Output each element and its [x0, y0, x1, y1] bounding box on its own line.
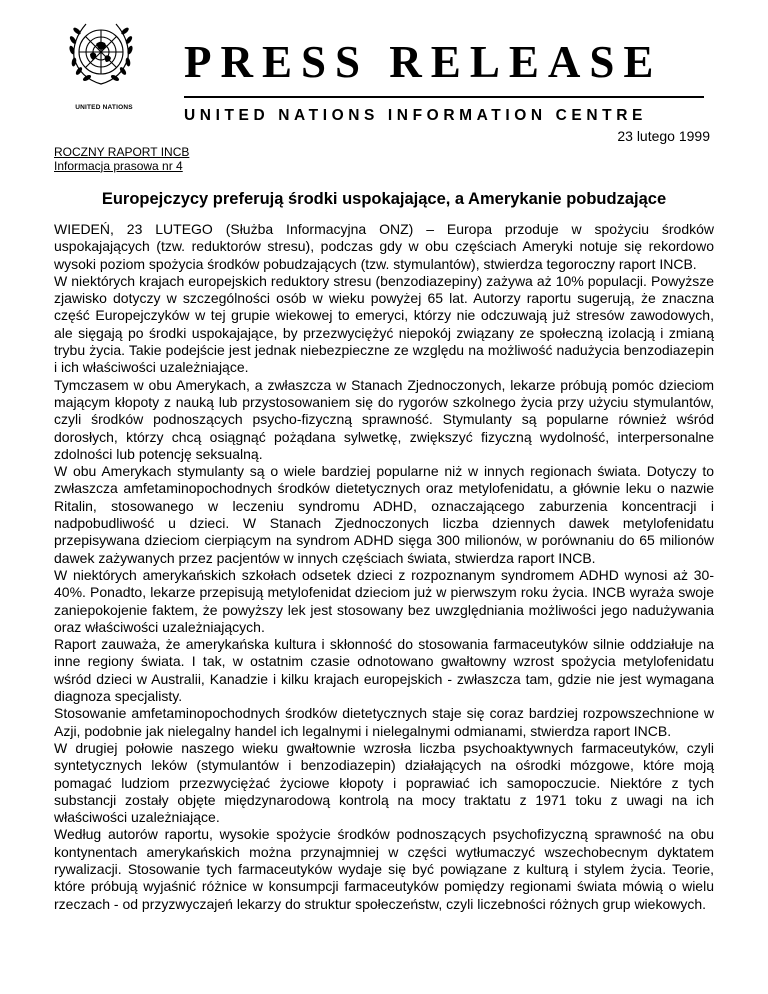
- paragraph: WIEDEŃ, 23 LUTEGO (Służba Informacyjna ONZ) – Europa przoduje w spożyciu środków uspokajających (tzw. reduktorów stresu), podczas gdy w obu częściach Ameryki notuje się rekordowo wysoki poziom spożycia środków pobudzających (tzw. stymulantów), stwierdza tegoroczny raport INCB.: [54, 221, 714, 272]
- paragraph: W obu Amerykach stymulanty są o wiele bardziej popularne niż w innych regionach świata. Dotyczy to zwłaszcza amfetaminopochodnych środków dietetycznych oraz metylofenidatu, a głównie leku o nazwie Ritalin, stosowanego w leczeniu syndromu ADHD, oznaczającego zaburzenia koncentracji i nadpobudliwość u dzieci. W Stanach Zjednoczonych liczba dziennych dawek metylofenidatu przepisywana dzieciom cierpiącym na syndrom ADHD sięga 300 milionów, w porównaniu do 65 milionów dawek zażywanych przez pacjentów w innych częściach świata, stwierdza raport INCB.: [54, 463, 714, 566]
- paragraph: Tymczasem w obu Amerykach, a zwłaszcza w Stanach Zjednoczonych, lekarze próbują pomóc dzieciom mającym kłopoty z nauką lub przystosowaniem się do rygorów szkolnego życia przy użyciu stymulantów, czyli środków podnoszących psycho-fizyczną sprawność. Stymulanty są popularne również wśród dorosłych, którzy chcą osiągnąć pożądana sylwetkę, zwiększyć fizyczną wydolność, interpersonalne zdolności lub potencję seksualną.: [54, 376, 714, 462]
- un-logo-caption: UNITED NATIONS: [75, 104, 133, 111]
- un-emblem: [60, 14, 142, 111]
- title-rule: [184, 96, 704, 98]
- paragraph: Według autorów raportu, wysokie spożycie środków podnoszących psychofizyczną sprawność na obu kontynentach amerykańskich można przynajmniej w części wytłumaczyć wszechobecnym dyktatem rywalizacji. Stosowanie tych farmaceutyków wydaje się być powiązane z kulturą i stylem życia. Teorie, które próbują wyjaśnić różnice w konsumpcji farmaceutyków pomiędzy regionami świata mówią o wielu rzeczach - od przyzwyczajeń lekarzy do struktur społeczeństw, czyli liczebności różnych grup wiekowych.: [54, 826, 714, 912]
- paragraph: W niektórych krajach europejskich reduktory stresu (benzodiazepiny) zażywa aż 10% populacji. Powyższe zjawisko dotyczy w szczególności osób w wieku powyżej 65 lat. Autorzy raportu sugerują, że znaczna część Europejczyków w tej grupie wiekowej to emeryci, którzy nie odczuwają już stresów zawodowych, ale sięgają po środki uspokajające, by przezwyciężyć niepokój związany ze społeczną izolacją i zmianą trybu życia. Takie podejście jest jednak niebezpieczne ze względu na możliwość nadużycia benzodiazepin i ich właściwości uzależniające.: [54, 272, 714, 376]
- paragraph: Stosowanie amfetaminopochodnych środków dietetycznych staje się coraz bardziej rozpowszechnione w Azji, podobnie jak nielegalny handel ich legalnymi i nielegalnymi odmianami, stwierdza raport INCB.: [54, 705, 714, 739]
- press-release-title: PRESS RELEASE: [184, 37, 663, 87]
- release-date: 23 lutego 1999: [617, 128, 710, 144]
- letterhead: [52, 12, 712, 122]
- headline: Europejczycy preferują środki uspokajające, a Amerykanie pobudzające: [101, 190, 667, 208]
- article-body: [54, 221, 714, 913]
- release-number: Informacja prasowa nr 4: [54, 158, 183, 173]
- paragraph: W niektórych amerykańskich szkołach odsetek dzieci z rozpoznanym syndromem ADHD wynosi aż 30-40%. Ponadto, lekarze przepisują metylofenidat dzieciom już w pierwszym roku życia. INCB wyraża swoje zaniepokojenie faktem, że powyższy lek jest stosowany bez uwzględniania możliwości jego nadużywania oraz właściwości uzależniających.: [54, 566, 714, 635]
- information-centre-subtitle: UNITED NATIONS INFORMATION CENTRE: [184, 107, 647, 124]
- report-label: ROCZNY RAPORT INCB: [54, 145, 190, 159]
- un-emblem-icon: [60, 14, 142, 100]
- paragraph: Raport zauważa, że amerykańska kultura i skłonność do stosowania farmaceutyków silnie oddziałuje na inne regiony świata. I tak, w ostatnim czasie odnotowano gwałtowny wzrost spożycia metylofenidatu wśród dzieci w Australii, Kanadzie i kilku krajach europejskich - zwłaszcza tam, gdzie nie jest wymagana diagnoza specjalisty.: [54, 636, 714, 705]
- reference-block: [54, 146, 189, 173]
- paragraph: W drugiej połowie naszego wieku gwałtownie wzrosła liczba psychoaktywnych farmaceutyków, czyli syntetycznych leków (stymulantów i benzodiazepin) działających na ośrodki mózgowe, które moją pomagać ludziom przezwyciężać życiowe kłopoty i poprawiać ich samopoczucie. Niektóre z tych substancji zostały objęte międzynarodową kontrolą na mocy traktatu z 1971 toku z uwagi na ich właściwości uzależniające.: [54, 739, 714, 826]
